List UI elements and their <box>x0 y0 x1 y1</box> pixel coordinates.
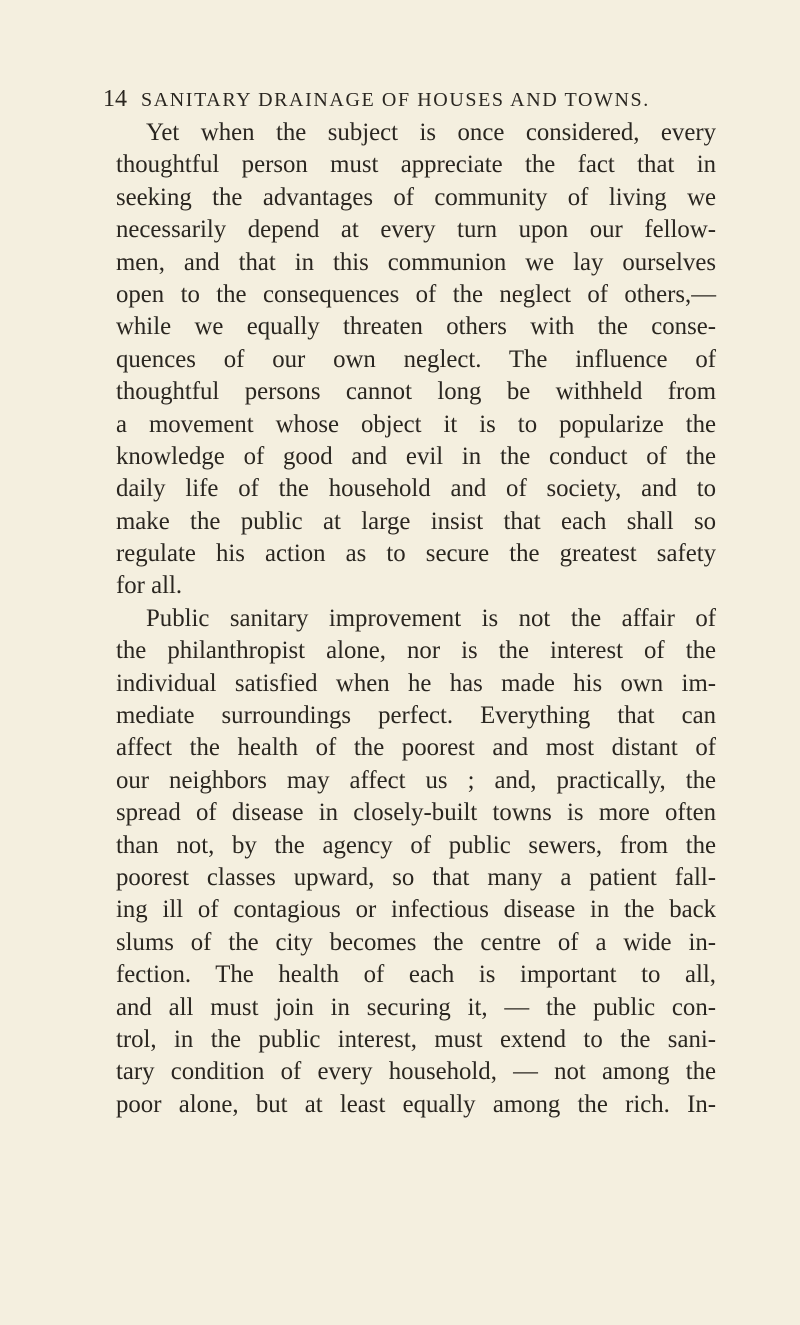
body-text <box>116 117 716 1121</box>
text-line: quences of our own neglect. The influence of <box>116 345 716 373</box>
text-line: make the public at large insist that each shall so <box>116 507 716 535</box>
text-line: open to the consequences of the neglect of others,— <box>116 280 716 308</box>
text-line: thoughtful person must appreciate the fact that in <box>116 151 716 179</box>
text-line: poor alone, but at least equally among the rich. In- <box>116 1090 716 1118</box>
text-line: Yet when the subject is once considered, every <box>146 119 716 146</box>
text-line: the philanthropist alone, nor is the interest of the <box>116 637 716 665</box>
page-number: 14 <box>103 86 127 112</box>
text-line: our neighbors may affect us ; and, practically, the <box>116 766 716 794</box>
text-line: mediate surroundings perfect. Everything that can <box>116 702 716 730</box>
text-line: while we equally threaten others with the conse- <box>116 313 716 341</box>
text-line: Public sanitary improvement is not the affair of <box>146 604 716 632</box>
text-line: and all must join in securing it, — the public con- <box>116 993 716 1021</box>
text-line: than not, by the agency of public sewers, from the <box>116 831 716 859</box>
running-title: SANITARY DRAINAGE OF HOUSES AND TOWNS. <box>141 89 650 111</box>
text-line: necessarily depend at every turn upon our fellow- <box>116 216 716 244</box>
text-line: ing ill of contagious or infectious disease in the back <box>116 896 716 924</box>
text-line: individual satisfied when he has made his own im- <box>116 669 716 697</box>
text-line: affect the health of the poorest and most distant of <box>116 734 716 762</box>
running-header <box>103 84 703 114</box>
text-line: slums of the city becomes the centre of a wide in- <box>116 928 716 956</box>
text-line: for all. <box>116 572 183 600</box>
text-line: fection. The health of each is important to all, <box>116 961 716 989</box>
text-line: thoughtful persons cannot long be withheld from <box>116 378 716 406</box>
text-line: poorest classes upward, so that many a patient fall- <box>116 863 716 891</box>
text-line: daily life of the household and of society, and to <box>116 475 716 503</box>
text-line: men, and that in this communion we lay ourselves <box>116 248 716 276</box>
text-line: seeking the advantages of community of living we <box>116 183 716 211</box>
text-line: tary condition of every household, — not among the <box>116 1058 716 1086</box>
text-line: trol, in the public interest, must extend to the sani- <box>116 1025 716 1053</box>
text-line: a movement whose object it is to popularize the <box>116 410 716 438</box>
text-line: knowledge of good and evil in the conduct of the <box>116 442 716 470</box>
text-line: spread of disease in closely-built towns is more often <box>116 799 716 827</box>
text-line: regulate his action as to secure the greatest safety <box>116 540 716 568</box>
